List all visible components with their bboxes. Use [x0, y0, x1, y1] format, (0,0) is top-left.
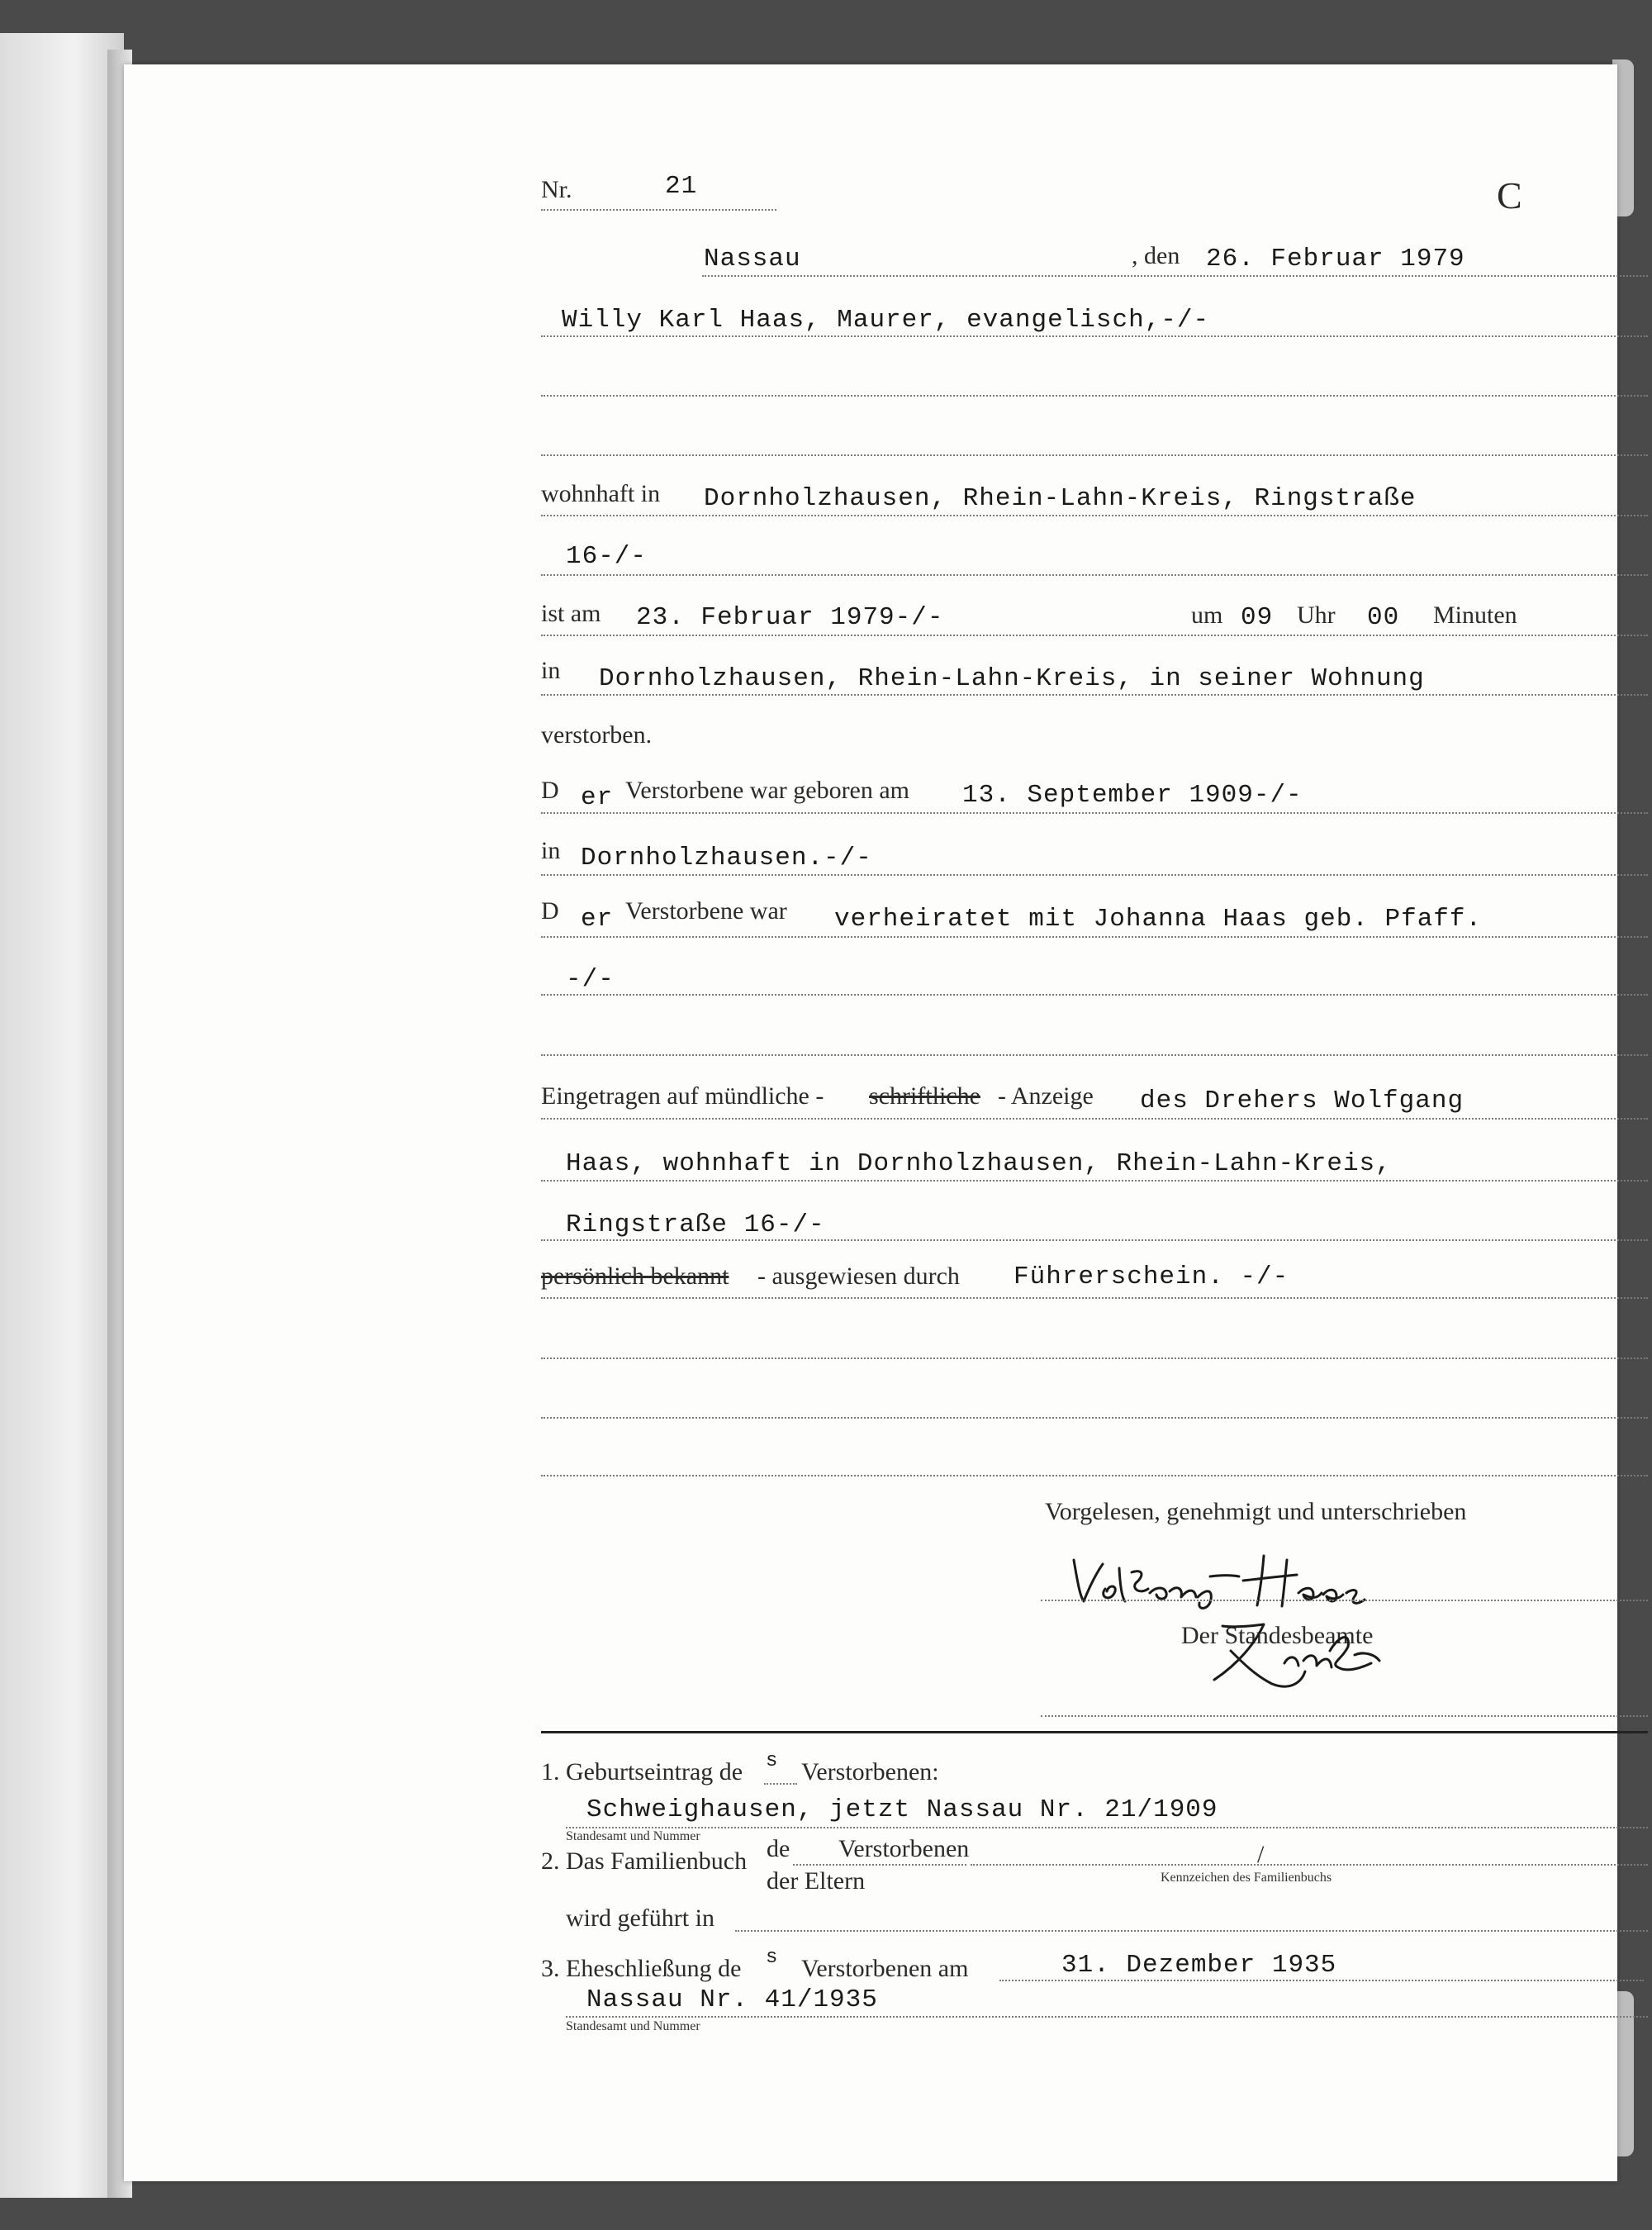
marital-d-suffix: er	[581, 905, 614, 934]
note-2-option-deceased: Verstorbenen	[838, 1835, 970, 1862]
birth-d-label: D	[541, 777, 559, 804]
note-1-sup: s	[766, 1750, 778, 1772]
marital-d-label: D	[541, 897, 559, 925]
blank-line-3	[541, 1357, 1648, 1359]
note-1-rule	[566, 1827, 1648, 1828]
blank-line-4	[541, 1417, 1648, 1419]
den-label: , den	[1132, 242, 1180, 269]
residence-line-1: Dornholzhausen, Rhein-Lahn-Kreis, Ringstraße	[704, 484, 1417, 513]
registrar-signature-line	[1041, 1715, 1648, 1717]
death-place-rule	[541, 694, 1648, 696]
registry-date: 26. Februar 1979	[1206, 245, 1465, 273]
note-2-number: 2.	[541, 1847, 560, 1875]
reg-rule-3	[541, 1239, 1648, 1241]
informant-line-3: Ringstraße 16-/-	[566, 1210, 825, 1239]
note-3-label-a: Eheschließung de	[566, 1955, 742, 1982]
reg-rule-1	[541, 1118, 1648, 1120]
note-2-wird-rule	[735, 1930, 1648, 1932]
note-1-label-b: Verstorbenen:	[801, 1758, 939, 1785]
note-3-number: 3.	[541, 1955, 560, 1982]
um-label: um	[1191, 601, 1223, 629]
marital-label: Verstorbene war	[625, 897, 787, 925]
note-2-rule	[971, 1864, 1648, 1866]
note-2-option-rule	[793, 1864, 966, 1866]
marital-rule-2	[541, 994, 1648, 996]
name-line	[541, 335, 1648, 337]
informant-line-1: des Drehers Wolfgang	[1140, 1086, 1464, 1115]
ist-am-label: ist am	[541, 600, 601, 627]
id-struck: persönlich bekannt	[541, 1262, 729, 1290]
residence-rule-2	[541, 574, 1648, 576]
blank-line-1	[541, 395, 1648, 397]
note-2-option-parents: der Eltern	[767, 1867, 866, 1895]
birth-in-label: in	[541, 837, 561, 864]
note-1-value: Schweighausen, jetzt Nassau Nr. 21/1909	[586, 1795, 1218, 1824]
informant-signature-line	[1041, 1600, 1648, 1601]
note-3-rule	[566, 2016, 1648, 2018]
id-document: Führerschein. -/-	[1014, 1262, 1289, 1291]
reg-label-prefix: Eingetragen auf mündliche -	[541, 1082, 824, 1110]
marital-rule-1	[541, 936, 1648, 938]
birth-place-rule	[541, 874, 1648, 876]
birth-date-rule	[541, 812, 1648, 814]
note-1-caption: Standesamt und Nummer	[566, 1829, 700, 1843]
residence-rule-1	[541, 515, 1648, 516]
id-label: - ausgewiesen durch	[757, 1262, 960, 1290]
place-date-line	[702, 275, 1648, 277]
note-3-label-b: Verstorbenen am	[801, 1955, 969, 1982]
note-3-sup: s	[766, 1947, 778, 1969]
marital-status-1: verheiratet mit Johanna Haas geb. Pfaff.	[834, 905, 1483, 934]
minuten-label: Minuten	[1433, 601, 1517, 629]
note-2-slash: /	[1257, 1841, 1265, 1868]
left-page	[0, 33, 124, 2198]
note-2-label: Das Familienbuch	[566, 1847, 748, 1875]
id-rule	[541, 1297, 1648, 1299]
uhr-label: Uhr	[1297, 601, 1336, 629]
death-minutes: 00	[1367, 603, 1400, 632]
birth-d-suffix: er	[581, 783, 614, 812]
blank-line-5	[541, 1475, 1648, 1476]
read-approved-text: Vorgelesen, genehmigt und unterschrieben	[1045, 1498, 1467, 1525]
nr-value: 21	[665, 172, 698, 201]
nr-line	[541, 209, 776, 211]
notes-divider	[541, 1731, 1648, 1733]
birth-place: Dornholzhausen.-/-	[581, 844, 872, 873]
registrar-signature	[1206, 1618, 1404, 1692]
note-3-caption: Standesamt und Nummer	[566, 2019, 700, 2033]
blank-line-2	[541, 454, 1648, 456]
death-hour: 09	[1241, 603, 1274, 632]
death-in-label: in	[541, 657, 561, 684]
informant-line-2: Haas, wohnhaft in Dornholzhausen, Rhein-Lahn-Kreis,	[566, 1149, 1392, 1178]
registry-place: Nassau	[704, 245, 801, 273]
residence-line-2: 16-/-	[566, 542, 648, 571]
registrar-label: Der Standesbeamte	[1181, 1622, 1374, 1649]
reg-label-suffix: - Anzeige	[998, 1082, 1094, 1110]
note-2-caption: Kennzeichen des Familienbuchs	[1161, 1871, 1332, 1885]
reg-rule-2	[541, 1180, 1648, 1182]
series-letter: C	[1497, 174, 1522, 216]
marital-rule-3	[541, 1054, 1648, 1056]
death-place: Dornholzhausen, Rhein-Lahn-Kreis, in seiner Wohnung	[599, 664, 1425, 693]
death-date: 23. Februar 1979-/-	[636, 603, 944, 632]
reg-label-struck: schriftliche	[869, 1082, 980, 1110]
note-2-de: de	[767, 1835, 790, 1862]
note-3-date: 31. Dezember 1935	[1061, 1951, 1337, 1980]
birth-date: 13. September 1909-/-	[962, 781, 1303, 810]
note-3-date-rule	[999, 1980, 1644, 1981]
note-1-label-a: Geburtseintrag de	[566, 1758, 743, 1785]
nr-label: Nr.	[541, 176, 572, 203]
residence-label: wohnhaft in	[541, 480, 661, 507]
deceased-name: Willy Karl Haas, Maurer, evangelisch,-/-	[562, 306, 1210, 335]
note-1-number: 1.	[541, 1758, 560, 1785]
death-date-rule	[541, 635, 1648, 636]
note-1-sup-line	[764, 1783, 797, 1785]
marital-status-2: -/-	[566, 965, 615, 994]
informant-signature	[1066, 1552, 1388, 1618]
death-register-page	[124, 64, 1617, 2181]
note-2-wird: wird geführt in	[566, 1904, 714, 1932]
verstorben-label: verstorben.	[541, 721, 653, 749]
birth-label: Verstorbene war geboren am	[625, 777, 910, 804]
note-3-place: Nassau Nr. 41/1935	[586, 1985, 878, 2014]
